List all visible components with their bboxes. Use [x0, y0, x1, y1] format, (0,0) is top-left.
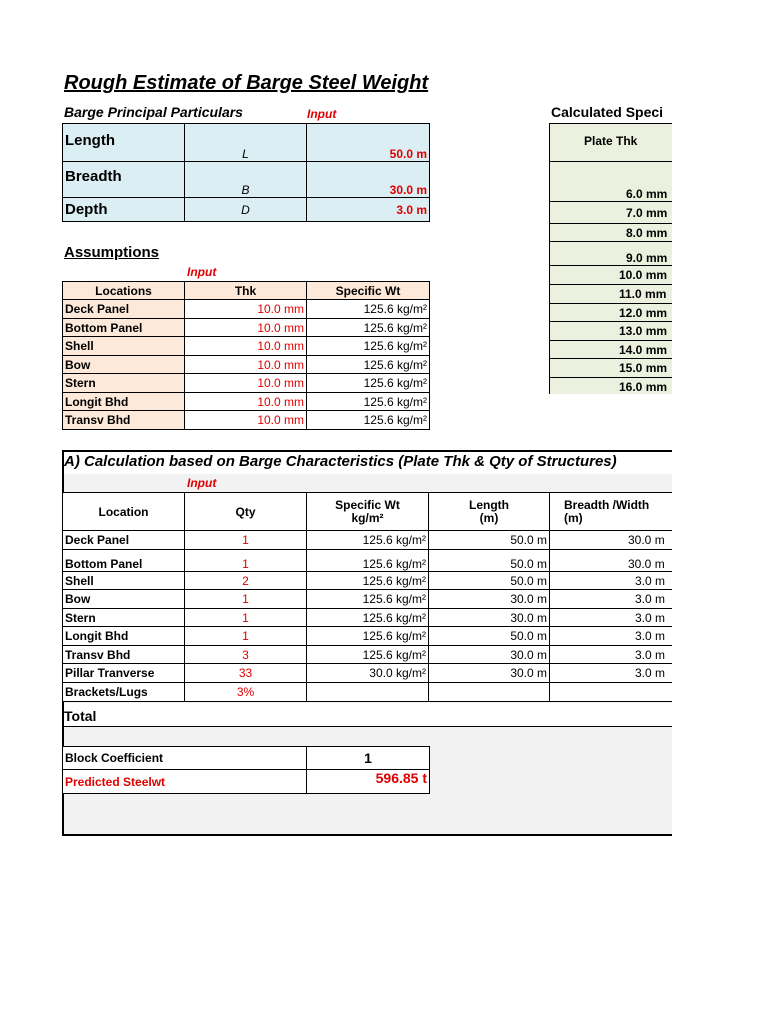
col-header-length: Length (m) — [429, 493, 550, 531]
location-cell: Shell — [63, 572, 185, 590]
location-cell: Stern — [63, 609, 185, 627]
plate-thk-cell: 8.0 mm — [550, 224, 673, 242]
col-header-breadth: Breadth /Width (m) — [550, 493, 673, 531]
length-label: Length — [63, 124, 185, 162]
calculated-heading: Calculated Speci — [551, 104, 664, 120]
location-cell: Shell — [63, 337, 185, 356]
location-cell: Brackets/Lugs — [63, 683, 185, 702]
specific-wt-cell: 125.6 kg/m² — [307, 411, 430, 430]
plate-thk-cell: 9.0 mm — [550, 242, 673, 266]
plate-thk-cell: 10.0 mm — [550, 266, 673, 285]
length-cell: 30.0 m — [429, 664, 550, 683]
location-cell: Longit Bhd — [63, 627, 185, 646]
qty-input[interactable]: 1 — [185, 627, 307, 646]
specific-wt-cell: 30.0 kg/m² — [307, 664, 429, 683]
qty-input[interactable]: 3 — [185, 646, 307, 664]
breadth-value[interactable]: 30.0 m — [307, 162, 430, 198]
col-header-specific-wt: Specific Wt — [307, 282, 430, 300]
breadth-cell: 3.0 m — [550, 664, 673, 683]
principal-input-label: Input — [307, 107, 337, 121]
plate-thk-cell: 14.0 mm — [550, 341, 673, 359]
location-cell: Bottom Panel — [63, 319, 185, 337]
thk-input[interactable]: 10.0 mm — [185, 337, 307, 356]
specific-wt-cell: 125.6 kg/m² — [307, 337, 430, 356]
block-coeff-value[interactable]: 1 — [307, 747, 430, 770]
specific-wt-cell: 125.6 kg/m² — [307, 627, 429, 646]
specific-wt-cell: 125.6 kg/m² — [307, 590, 429, 609]
length-cell: 30.0 m — [429, 609, 550, 627]
specific-wt-cell — [307, 683, 429, 702]
length-cell: 50.0 m — [429, 531, 550, 550]
block-coeff-label: Block Coefficient — [63, 747, 307, 770]
location-cell: Longit Bhd — [63, 393, 185, 411]
location-cell: Transv Bhd — [63, 646, 185, 664]
plate-thk-cell: 6.0 mm — [550, 162, 673, 202]
plate-thk-cell: 16.0 mm — [550, 378, 673, 395]
thk-input[interactable]: 10.0 mm — [185, 411, 307, 430]
predicted-label: Predicted Steelwt — [63, 770, 307, 794]
breadth-cell: 3.0 m — [550, 646, 673, 664]
plate-thk-cell: 11.0 mm — [550, 285, 673, 304]
length-cell — [429, 683, 550, 702]
qty-input[interactable]: 1 — [185, 531, 307, 550]
breadth-cell: 30.0 m — [550, 550, 673, 572]
qty-input[interactable]: 2 — [185, 572, 307, 590]
calc-a-input-label: Input — [187, 476, 217, 490]
breadth-label: Breadth — [63, 162, 185, 198]
length-cell: 50.0 m — [429, 627, 550, 646]
total-label: Total — [64, 708, 97, 724]
assumptions-input-label: Input — [187, 265, 217, 279]
calculated-table-wrap — [549, 123, 672, 394]
col-header-location: Location — [63, 493, 185, 531]
location-cell: Pillar Tranverse — [63, 664, 185, 683]
calculated-table — [549, 123, 672, 394]
location-cell: Bottom Panel — [63, 550, 185, 572]
breadth-cell: 3.0 m — [550, 609, 673, 627]
plate-thk-cell: 13.0 mm — [550, 322, 673, 341]
length-cell: 50.0 m — [429, 572, 550, 590]
assumptions-table — [62, 281, 430, 430]
specific-wt-cell: 125.6 kg/m² — [307, 393, 430, 411]
length-cell: 50.0 m — [429, 550, 550, 572]
specific-wt-cell: 125.6 kg/m² — [307, 300, 430, 319]
qty-input[interactable]: 33 — [185, 664, 307, 683]
plate-thk-cell: 15.0 mm — [550, 359, 673, 378]
specific-wt-cell: 125.6 kg/m² — [307, 319, 430, 337]
location-cell: Bow — [63, 356, 185, 374]
length-value[interactable]: 50.0 m — [307, 124, 430, 162]
thk-input[interactable]: 10.0 mm — [185, 356, 307, 374]
col-header-thk: Thk — [185, 282, 307, 300]
predicted-value: 596.85 t — [307, 770, 430, 794]
calc-a-heading: A) Calculation based on Barge Characteristics (Plate Thk & Qty of Structures) — [64, 453, 617, 470]
total-row — [62, 703, 672, 727]
qty-input[interactable]: 1 — [185, 550, 307, 572]
depth-value[interactable]: 3.0 m — [307, 198, 430, 222]
specific-wt-cell: 125.6 kg/m² — [307, 609, 429, 627]
specific-wt-cell: 125.6 kg/m² — [307, 374, 430, 393]
location-cell: Transv Bhd — [63, 411, 185, 430]
location-cell: Deck Panel — [63, 531, 185, 550]
breadth-symbol: B — [185, 162, 307, 198]
depth-label: Depth — [63, 198, 185, 222]
col-header-qty: Qty — [185, 493, 307, 531]
thk-input[interactable]: 10.0 mm — [185, 374, 307, 393]
thk-input[interactable]: 10.0 mm — [185, 393, 307, 411]
qty-input[interactable]: 1 — [185, 609, 307, 627]
length-cell: 30.0 m — [429, 590, 550, 609]
calc-a-table — [62, 492, 672, 702]
specific-wt-cell: 125.6 kg/m² — [307, 531, 429, 550]
breadth-cell: 30.0 m — [550, 531, 673, 550]
length-symbol: L — [185, 124, 307, 162]
breadth-cell: 3.0 m — [550, 590, 673, 609]
plate-thk-header: Plate Thk — [550, 124, 673, 162]
specific-wt-cell: 125.6 kg/m² — [307, 550, 429, 572]
qty-input[interactable]: 1 — [185, 590, 307, 609]
plate-thk-cell: 12.0 mm — [550, 304, 673, 322]
calc-a-table-wrap — [62, 492, 672, 712]
principal-table — [62, 123, 430, 222]
principal-heading: Barge Principal Particulars — [64, 104, 243, 120]
depth-symbol: D — [185, 198, 307, 222]
breadth-cell — [550, 683, 673, 702]
col-header-locations: Locations — [63, 282, 185, 300]
page-title: Rough Estimate of Barge Steel Weight — [64, 72, 429, 94]
specific-wt-cell: 125.6 kg/m² — [307, 356, 430, 374]
breadth-cell: 3.0 m — [550, 572, 673, 590]
assumptions-heading: Assumptions — [64, 244, 160, 261]
length-cell: 30.0 m — [429, 646, 550, 664]
breadth-cell: 3.0 m — [550, 627, 673, 646]
location-cell: Bow — [63, 590, 185, 609]
qty-input[interactable]: 3% — [185, 683, 307, 702]
specific-wt-cell: 125.6 kg/m² — [307, 646, 429, 664]
col-header-specific-wt: Specific Wt kg/m² — [307, 493, 429, 531]
thk-input[interactable]: 10.0 mm — [185, 319, 307, 337]
specific-wt-cell: 125.6 kg/m² — [307, 572, 429, 590]
location-cell: Stern — [63, 374, 185, 393]
location-cell: Deck Panel — [63, 300, 185, 319]
plate-thk-cell: 7.0 mm — [550, 202, 673, 224]
thk-input[interactable]: 10.0 mm — [185, 300, 307, 319]
result-table — [62, 746, 430, 794]
